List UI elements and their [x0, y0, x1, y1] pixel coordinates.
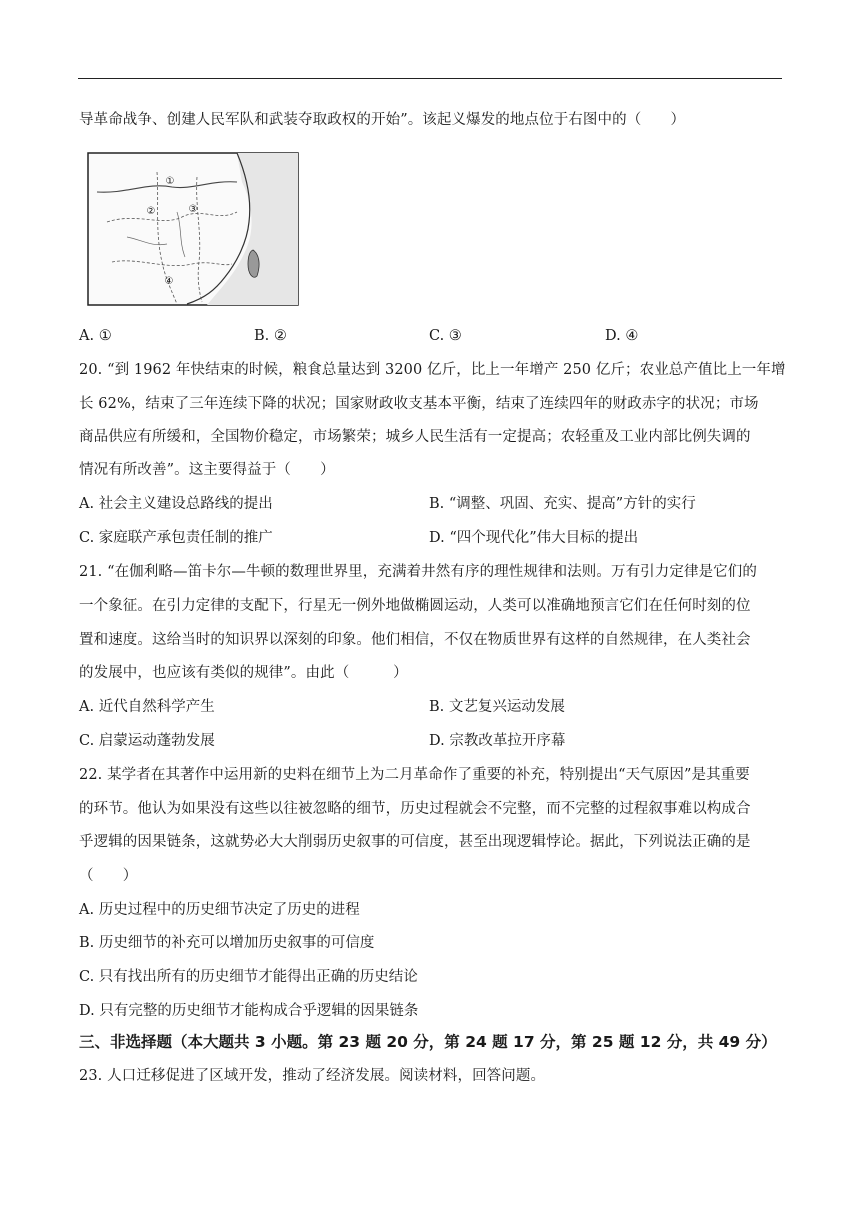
- q21-stem-line-1: 21. “在伽利略—笛卡尔—牛顿的数理世界里，充满着井然有序的理性规律和法则。万有引力定律是它们的: [79, 564, 757, 580]
- q20-stem-line-1: 20. “到 1962 年快结束的时候，粮食总量达到 3200 亿斤，比上一年增产 250 亿斤；农业总产值比上一年增: [79, 362, 786, 378]
- china-map-figure: [87, 152, 299, 306]
- q21-stem-line-2: 一个象征。在引力定律的支配下，行星无一例外地做椭圆运动，人类可以准确地预言它们在任何时刻的位: [79, 598, 751, 614]
- q20-option-c[interactable]: C. 家庭联产承包责任制的推广: [79, 530, 273, 546]
- q22-stem-line-2: 的环节。他认为如果没有这些以往被忽略的细节，历史过程就会不完整，而不完整的过程叙事难以构成合: [79, 801, 751, 817]
- section-heading: 三、非选择题（本大题共 3 小题。第 23 题 20 分，第 24 题 17 分，第 25 题 12 分，共 49 分）: [79, 1033, 777, 1051]
- q19-stem: 导革命战争、创建人民军队和武装夺取政权的开始”。该起义爆发的地点位于右图中的（ ）: [79, 112, 686, 128]
- q21-option-c[interactable]: C. 启蒙运动蓬勃发展: [79, 733, 215, 749]
- q22-stem-line-3: 乎逻辑的因果链条，这就势必大大削弱历史叙事的可信度，甚至出现逻辑悖论。据此，下列说法正确的是: [79, 834, 751, 850]
- q20-option-b[interactable]: B. “调整、巩固、充实、提高”方针的实行: [429, 496, 696, 512]
- q22-option-d[interactable]: D. 只有完整的历史细节才能构成合乎逻辑的因果链条: [79, 1003, 419, 1019]
- q19-option-d[interactable]: D. ④: [605, 328, 639, 344]
- q20-stem-line-4: 情况有所改善”。这主要得益于（ ）: [79, 462, 335, 478]
- q22-option-a[interactable]: A. 历史过程中的历史细节决定了历史的进程: [79, 902, 360, 918]
- q21-option-a[interactable]: A. 近代自然科学产生: [79, 699, 215, 715]
- q21-option-d[interactable]: D. 宗教改革拉开序幕: [429, 733, 566, 749]
- q19-option-c[interactable]: C. ③: [429, 328, 462, 344]
- q23-stem: 23. 人口迁移促进了区域开发，推动了经济发展。阅读材料，回答问题。: [79, 1068, 546, 1084]
- q20-stem-line-2: 长 62%，结束了三年连续下降的状况；国家财政收支基本平衡，结束了连续四年的财政赤字的状况；市场: [79, 396, 759, 412]
- q22-stem-line-4: （ ）: [79, 868, 138, 884]
- q19-option-b[interactable]: B. ②: [254, 328, 287, 344]
- q22-option-c[interactable]: C. 只有找出所有的历史细节才能得出正确的历史结论: [79, 969, 418, 985]
- svg-text:①: ①: [165, 176, 175, 187]
- q21-option-b[interactable]: B. 文艺复兴运动发展: [429, 699, 565, 715]
- q20-stem-line-3: 商品供应有所缓和，全国物价稳定，市场繁荣；城乡人民生活有一定提高；农轻重及工业内部比例失调的: [79, 429, 751, 445]
- q20-option-d[interactable]: D. “四个现代化”伟大目标的提出: [429, 530, 639, 546]
- q19-option-a[interactable]: A. ①: [79, 328, 112, 344]
- q21-stem-line-3: 置和速度。这给当时的知识界以深刻的印象。他们相信，不仅在物质世界有这样的自然规律，在人类社会: [79, 632, 751, 648]
- q21-stem-line-4: 的发展中，也应该有类似的规律”。由此（ ）: [79, 665, 408, 681]
- map-image: [87, 152, 299, 306]
- header-rule: [78, 78, 782, 79]
- q22-option-b[interactable]: B. 历史细节的补充可以增加历史叙事的可信度: [79, 935, 375, 951]
- q20-option-a[interactable]: A. 社会主义建设总路线的提出: [79, 496, 273, 512]
- svg-text:③: ③: [188, 204, 198, 215]
- q22-stem-line-1: 22. 某学者在其著作中运用新的史料在细节上为二月革命作了重要的补充，特别提出“天气原因”是其重要: [79, 767, 750, 783]
- svg-text:②: ②: [146, 206, 156, 217]
- svg-text:④: ④: [164, 276, 174, 287]
